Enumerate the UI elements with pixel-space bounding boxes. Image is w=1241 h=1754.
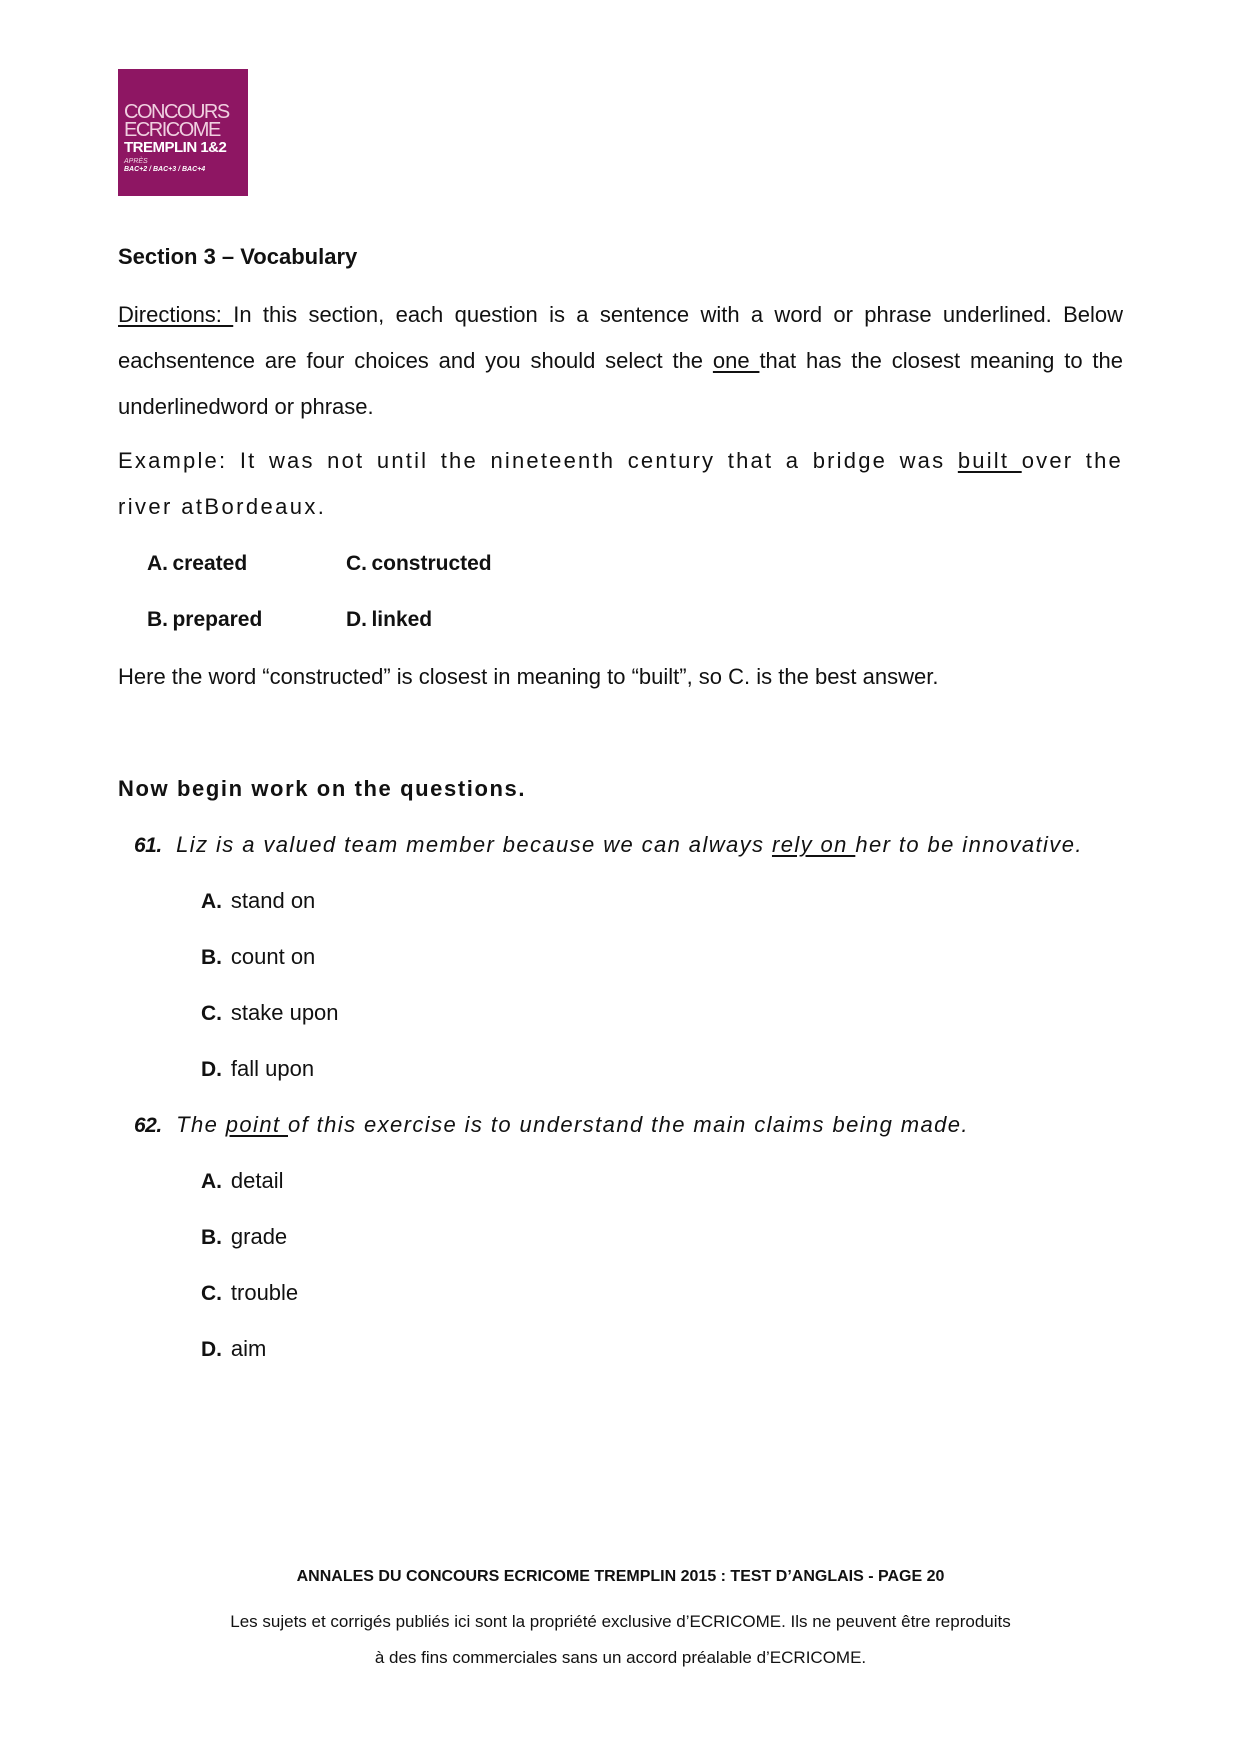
example-text-1a: Example: It was not until the nineteenth century that a bridge was bbox=[118, 448, 958, 473]
q62-option-a: A. detail bbox=[201, 1168, 284, 1193]
example-line-1 bbox=[118, 438, 1123, 484]
question-underlined: point bbox=[225, 1112, 288, 1137]
question-underlined: rely on bbox=[771, 832, 856, 857]
example-underlined-built: built bbox=[957, 448, 1022, 473]
section-title: Section 3 – Vocabulary bbox=[118, 244, 358, 269]
question-62 bbox=[134, 1112, 969, 1138]
directions-line-2 bbox=[118, 338, 1123, 384]
q62-option-b: B. grade bbox=[201, 1224, 288, 1249]
directions-line-3: underlinedword or phrase. bbox=[118, 394, 374, 419]
question-text-after: her to be innovative. bbox=[855, 832, 1083, 857]
q62-option-c: C. trouble bbox=[201, 1280, 299, 1305]
question-number: 61. bbox=[134, 834, 162, 857]
example-text-1b: over the bbox=[1021, 448, 1123, 473]
question-number: 62. bbox=[134, 1114, 162, 1137]
logo-line-concours: CONCOURS bbox=[124, 101, 229, 123]
directions-underlined-one: one bbox=[712, 348, 760, 373]
directions-text-1: In this section, each question is a sentence with a word or phrase underlined. Below bbox=[233, 302, 1123, 327]
example-option-c: C. constructed bbox=[346, 552, 492, 575]
example-explanation: Here the word “constructed” is closest in meaning to “built”, so C. is the best answer. bbox=[118, 664, 939, 689]
question-text-after: of this exercise is to understand the main claims being made. bbox=[288, 1112, 969, 1137]
question-text-before: The bbox=[176, 1112, 226, 1137]
q61-option-d: D. fall upon bbox=[201, 1056, 315, 1081]
directions-line-1 bbox=[118, 292, 1123, 338]
q61-option-b: B. count on bbox=[201, 944, 316, 969]
directions-block bbox=[118, 292, 1123, 430]
example-option-a: A. created bbox=[147, 552, 248, 575]
directions-label: Directions: bbox=[118, 302, 234, 327]
example-option-b: B. prepared bbox=[147, 608, 263, 631]
q61-option-c: C. stake upon bbox=[201, 1000, 339, 1025]
logo-line-ecricome: ECRICOME bbox=[124, 119, 220, 141]
footer-line-1: Les sujets et corrigés publiés ici sont la propriété exclusive d’ECRICOME. Ils ne peuvent être reproduits bbox=[230, 1612, 1011, 1631]
directions-text-2b: that has the closest meaning to the bbox=[759, 348, 1123, 373]
begin-instruction: Now begin work on the questions. bbox=[118, 776, 527, 801]
question-text-before: Liz is a valued team member because we can always bbox=[176, 832, 772, 857]
footer-line-2: à des fins commerciales sans un accord préalable d’ECRICOME. bbox=[374, 1648, 867, 1667]
example-option-d: D. linked bbox=[346, 608, 433, 631]
directions-text-2a: eachsentence are four choices and you should select the bbox=[118, 348, 713, 373]
logo-line-apres: APRÈS bbox=[124, 158, 148, 165]
ecricome-logo bbox=[118, 69, 248, 196]
example-block bbox=[118, 438, 1123, 530]
logo-line-bac: BAC+2 / BAC+3 / BAC+4 bbox=[124, 166, 206, 173]
footer-title: ANNALES DU CONCOURS ECRICOME TREMPLIN 2015 : TEST D’ANGLAIS - PAGE 20 bbox=[296, 1568, 945, 1585]
question-61 bbox=[134, 832, 1083, 858]
example-line-2: river atBordeaux. bbox=[118, 494, 327, 519]
logo-line-tremplin: TREMPLIN 1&2 bbox=[124, 139, 227, 156]
q62-option-d: D. aim bbox=[201, 1336, 267, 1361]
q61-option-a: A. stand on bbox=[201, 888, 316, 913]
